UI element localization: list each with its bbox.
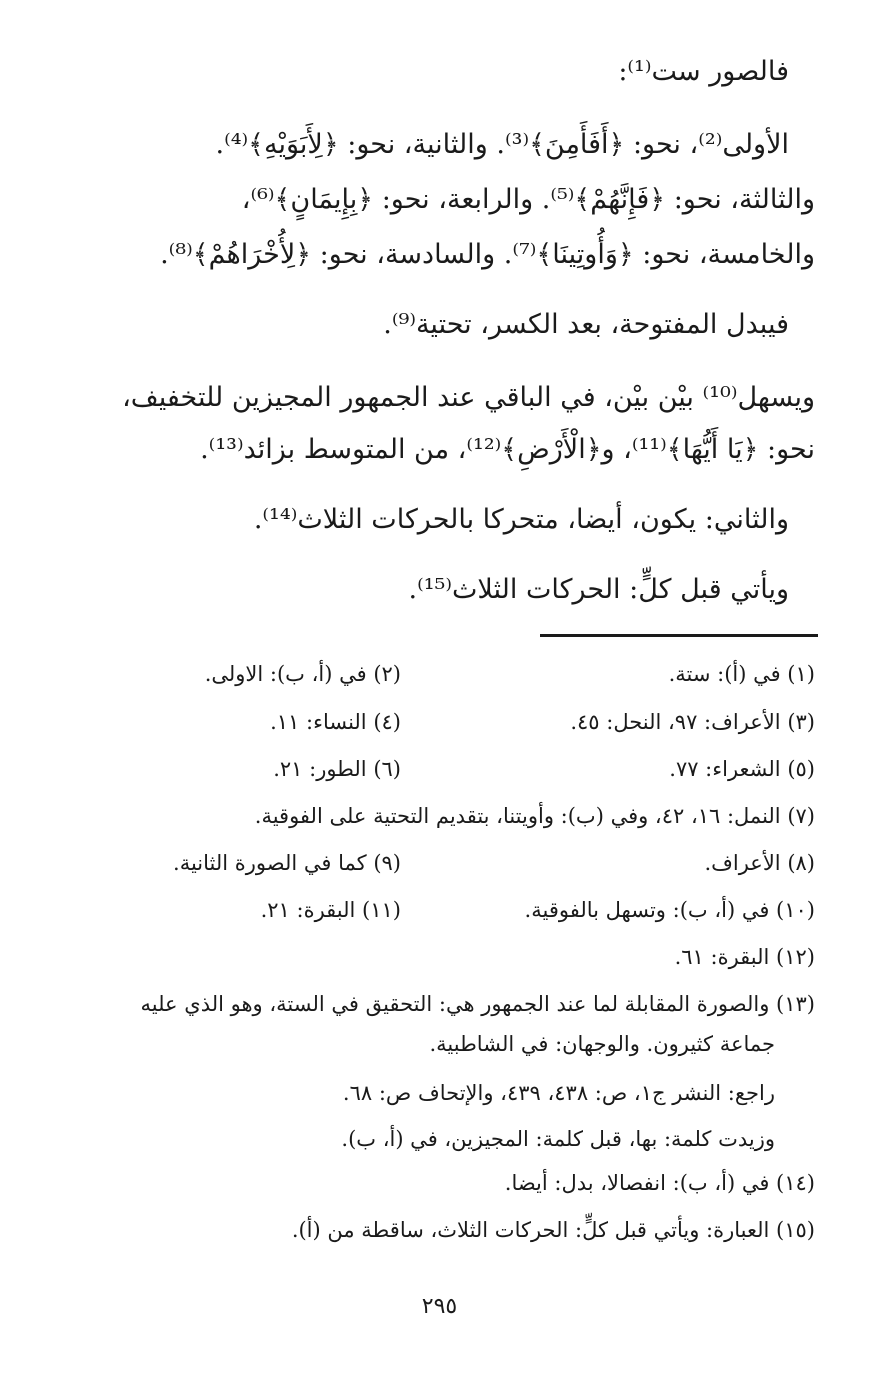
main-text-line-4: والخامسة، نحو: ﴿وَأُوتِينَا﴾⁽⁷⁾. والسادسة، نحو: ﴿لِأُخْرَاهُمْ﴾⁽⁸⁾. xyxy=(160,239,815,270)
footnote-9: (٩) كما في الصورة الثانية. xyxy=(173,851,401,875)
main-text-line-1: فالصور ست⁽¹⁾: xyxy=(618,56,789,87)
main-text-line-3: والثالثة، نحو: ﴿فَإِنَّهُمْ﴾⁽⁵⁾. والرابعة، نحو: ﴿بِإِيمَانٍ﴾⁽⁶⁾، xyxy=(241,184,815,215)
footnote-4: (٤) النساء: ١١. xyxy=(270,710,401,734)
footnote-13-line-3: راجع: النشر ج١، ص: ٤٣٨، ٤٣٩، والإتحاف ص: ٦٨. xyxy=(342,1081,775,1105)
footnote-separator xyxy=(540,634,818,637)
footnote-12: (١٢) البقرة: ٦١. xyxy=(674,945,815,969)
main-text-line-9: ويأتي قبل كلٍّ: الحركات الثلاث⁽¹⁵⁾. xyxy=(408,574,789,605)
main-text-line-8: والثاني: يكون، أيضا، متحركا بالحركات الثلاث⁽¹⁴⁾. xyxy=(253,504,789,535)
footnote-6: (٦) الطور: ٢١. xyxy=(273,757,401,781)
main-text-line-6: ويسهل⁽¹⁰⁾ بيْن بيْن، في الباقي عند الجمهور المجيزين للتخفيف، xyxy=(122,382,815,413)
footnote-13-line-1: (١٣) والصورة المقابلة لما عند الجمهور هي: التحقيق في الستة، وهو الذي عليه xyxy=(140,992,815,1016)
footnote-3: (٣) الأعراف: ٩٧، النحل: ٤٥. xyxy=(570,710,815,734)
footnote-7: (٧) النمل: ١٦، ٤٢، وفي (ب): وأويتنا، بتقديم التحتية على الفوقية. xyxy=(254,804,815,828)
footnote-10: (١٠) في (أ، ب): وتسهل بالفوقية. xyxy=(524,898,815,922)
footnote-15: (١٥) العبارة: ويأتي قبل كلٍّ: الحركات الثلاث، ساقطة من (أ). xyxy=(291,1218,815,1242)
footnote-1: (١) في (أ): ستة. xyxy=(668,662,815,686)
footnote-11: (١١) البقرة: ٢١. xyxy=(260,898,401,922)
main-text-line-2: الأولى⁽²⁾، نحو: ﴿أَفَأَمِنَ﴾⁽³⁾. والثانية، نحو: ﴿لِأَبَوَيْهِ﴾⁽⁴⁾. xyxy=(215,129,789,160)
footnote-14: (١٤) في (أ، ب): انفصالا، بدل: أيضا. xyxy=(504,1171,815,1195)
page-number: ٢٩٥ xyxy=(421,1294,458,1319)
footnote-13-line-4: وزيدت كلمة: بها، قبل كلمة: المجيزين، في (أ، ب). xyxy=(341,1127,775,1151)
footnote-13-line-2: جماعة كثيرون. والوجهان: في الشاطبية. xyxy=(429,1032,775,1056)
footnote-5: (٥) الشعراء: ٧٧. xyxy=(669,757,815,781)
footnote-8: (٨) الأعراف. xyxy=(704,851,815,875)
main-text-line-7: نحو: ﴿يَا أَيُّهَا﴾⁽¹¹⁾، و﴿الْأَرْضِ﴾⁽¹²⁾، من المتوسط بزائد⁽¹³⁾. xyxy=(200,434,815,465)
footnote-2: (٢) في (أ، ب): الاولى. xyxy=(204,662,401,686)
main-text-line-5: فيبدل المفتوحة، بعد الكسر، تحتية⁽⁹⁾. xyxy=(383,309,789,340)
